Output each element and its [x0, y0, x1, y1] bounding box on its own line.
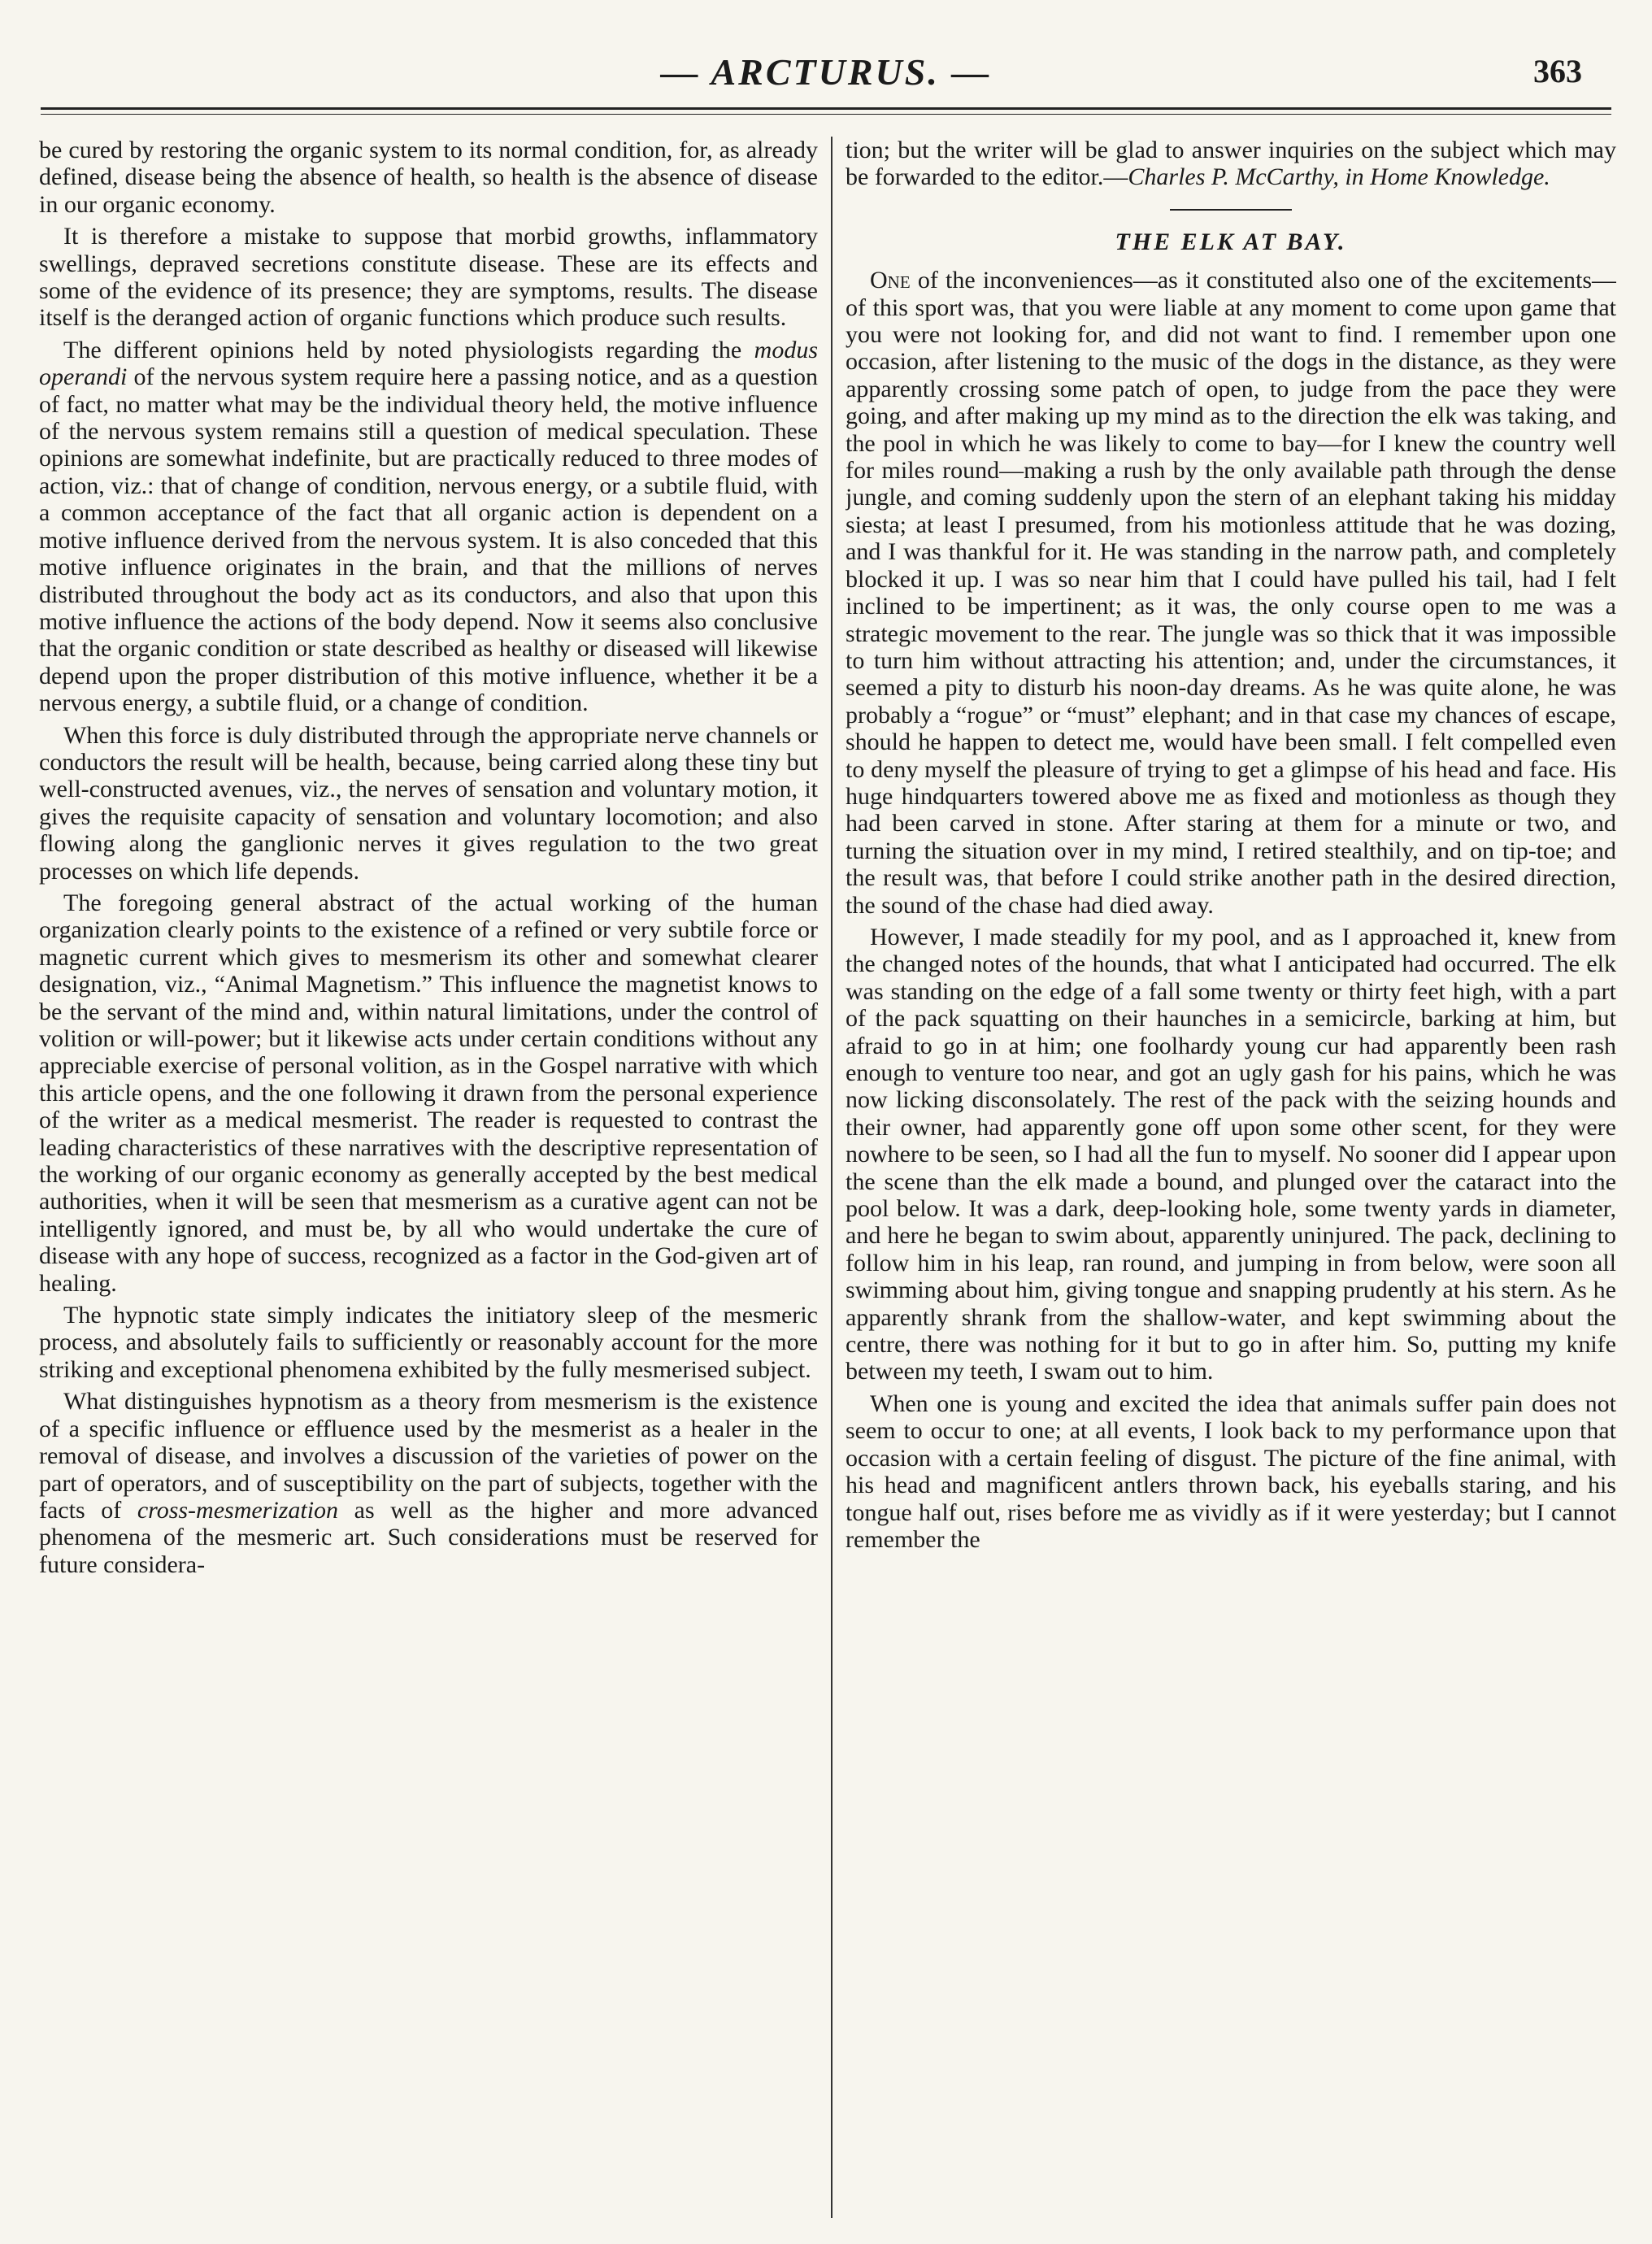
paragraph: [846, 267, 1616, 919]
article-title: THE ELK AT BAY.: [1115, 228, 1347, 255]
italic-term: cross-mesmerization: [137, 1496, 339, 1524]
text-run: of the nervous system require here a passing notice, and as a question of fact, no matter what may be the individual theory held, the motive influence of the nervous system remains still a question of medical speculation. These opinions are somewhat indefinite, but are practically reduced to three modes of action, viz.: that of change of condition, nervous energy, or a subtile fluid, with a common acceptance of the fact that all organic action is dependent on a motive influence derived from the nervous system. It is also conceded that this motive influence originates in the brain, and that the millions of nerves distributed throughout the body act as its conductors, and also that upon this motive influence the actions of the body depend. Now it seems also conclusive that the organic condition or state described as healthy or diseased will likewise depend upon the proper distribution of this motive influence, whether it be a nervous energy, a subtile fluid, or a change of condition.: [39, 363, 818, 717]
column-divider: [831, 137, 833, 2218]
paragraph: [846, 137, 1616, 191]
text-run: What distinguishes hypnotism as a theory from mesmerism is the existence of a specific influence or effluence used by the mesmerist as a healer in the removal of disease, and involves a discussion of the varieties of power on the part of operators, and of susceptibility on the part of subjects, together with the facts of: [39, 1388, 818, 1524]
paragraph: The hypnotic state simply indicates the initiatory sleep of the mesmeric process, and absolutely fails to sufficiently or reasonably account for the more striking and exceptional phenomena exhibited by the fully mesmerised subject.: [39, 1302, 818, 1383]
text-run: as well as the higher and more advanced phenomena of the mesmeric art. Such considerations must be reserved for future considera-: [39, 1496, 818, 1578]
paragraph: [39, 1388, 818, 1578]
text-run: The different opinions held by noted physiologists regarding the: [63, 336, 754, 363]
paragraph: The foregoing general abstract of the actual working of the human organization clearly points to the existence of a refined or very subtile force or magnetic current which gives to mesmerism its other and somewhat clearer designation, viz., “Animal Magnetism.” This influence the magnetist knows to be the servant of the mind and, within natural limitations, under the control of volition or will-power; but it likewise acts under certain conditions without any appreciable exercise of personal volition, as in the Gospel narrative with which this article opens, and the one following it drawn from the personal experience of the writer as a medical mesmerist. The reader is requested to contrast the leading characteristics of these narratives with the descriptive representation of the working of our organic economy as generally accepted by the best medical authorities, when it will be seen that mesmerism as a curative agent can not be intelligently ignored, and must be, by all who would undertake the cure of disease with any hope of success, recognized as a factor in the God-given art of healing.: [39, 889, 818, 1297]
paragraph: [39, 337, 818, 717]
author-signature: Charles P. McCarthy, in Home Knowledge.: [1128, 163, 1550, 191]
text-run: tion; but the writer will be glad to answer inquiries on the subject which may be forwarded to the editor.—: [846, 137, 1616, 191]
header-rule: [41, 107, 1611, 110]
page-number: 363: [1533, 53, 1582, 89]
paragraph: It is therefore a mistake to suppose that morbid growths, inflammatory swellings, depraved secretions constitute disease. These are its effects and some of the evidence of its presence; they are symptoms, results. The disease itself is the deranged action of organic functions which produce such results.: [39, 223, 818, 332]
section-rule: [1170, 209, 1292, 211]
lead-word: One: [870, 267, 911, 294]
header-rule-thin: [41, 114, 1611, 115]
paragraph: When this force is duly distributed through the appropriate nerve channels or conductors the result will be health, because, being carried along these tiny but well-constructed avenues, viz., the nerves of sensation and voluntary motion, it gives the requisite capacity of sensation and voluntary locomotion; and also flowing along the ganglionic nerves it gives regulation to the two great processes on which life depends.: [39, 721, 818, 885]
italic-term: modus operandi: [39, 336, 818, 391]
paragraph: However, I made steadily for my pool, and as I approached it, knew from the changed notes of the hounds, that what I anticipated had occurred. The elk was standing on the edge of a fall some twenty or thirty feet high, with a part of the pack squatting on their haunches in a semicircle, barking at him, but afraid to go in at him; one foolhardy young cur had apparently been rash enough to venture too near, and got an ugly gash for his pains, which he was now licking disconsolately. The rest of the pack with the seizing hounds and their owner, had apparently gone off upon some other scent, for they were nowhere to be seen, so I had all the fun to myself. No sooner did I appear upon the scene than the elk made a bound, and plunged over the cataract into the pool below. It was a dark, deep-looking hole, some twenty yards in diameter, and here he began to swim about, apparently uninjured. The pack, declining to follow him in his leap, ran round, and jumping in from below, were soon all swimming about him, giving tongue and snapping prudently at his stern. As he apparently shrank from the shallow-water, and kept swimming about the centre, there was nothing for it but to go in after him. So, putting my knife between my teeth, I swam out to him.: [846, 923, 1616, 1385]
left-column: [39, 137, 818, 2218]
text-run: of the inconveniences—as it constituted also one of the excitements—of this sport was, that you were liable at any moment to come upon game that you were not looking for, and did not want to find. I remember upon one occasion, after listening to the music of the dogs in the distance, as they were apparently crossing some patch of open, to judge from the pace they were going, and after making up my mind as to the direction the elk was taking, and the pool in which he was likely to come to bay—for I knew the country well for miles round—making a rush by the only available path through the dense jungle, and coming suddenly upon the stern of an elephant taking his midday siesta; at least I presumed, from his motionless attitude that he was dozing, and I was thankful for it. He was standing in the narrow path, and completely blocked it up. I was so near him that I could have pulled his tail, had I felt inclined to be impertinent; as it was, the only course open to me was a strategic movement to the rear. The jungle was so thick that it was impossible to turn him without attracting his attention; and, under the circumstances, it seemed a pity to disturb his noon-day dreams. As he was quite alone, he was probably a “rogue” or “must” elephant; and in that case my chances of escape, should he happen to detect me, would have been small. I felt compelled even to deny myself the pleasure of trying to get a glimpse of his head and face. His huge hindquarters towered above me as fixed and motionless as though they had been carved in stone. After staring at them for a minute or two, and turning the situation over in my mind, I retired stealthily, and on tip-toe; and the result was, that before I could strike another path in the desired direction, the sound of the chase had died away.: [846, 267, 1616, 919]
page-header: [41, 50, 1611, 115]
right-column: [846, 137, 1616, 2218]
paragraph: be cured by restoring the organic system to its normal condition, for, as already defined, disease being the absence of health, so health is the absence of disease in our organic economy.: [39, 137, 818, 218]
paragraph: When one is young and excited the idea that animals suffer pain does not seem to occur to one; at all events, I look back to my performance upon that occasion with a certain feeling of disgust. The picture of the fine animal, with his head and magnificent antlers thrown back, his eyeballs staring, and his tongue half out, rises before me as vividly as if it were yesterday; but I cannot remember the: [846, 1389, 1616, 1553]
masthead-title: — ARCTURUS. —: [660, 51, 992, 93]
